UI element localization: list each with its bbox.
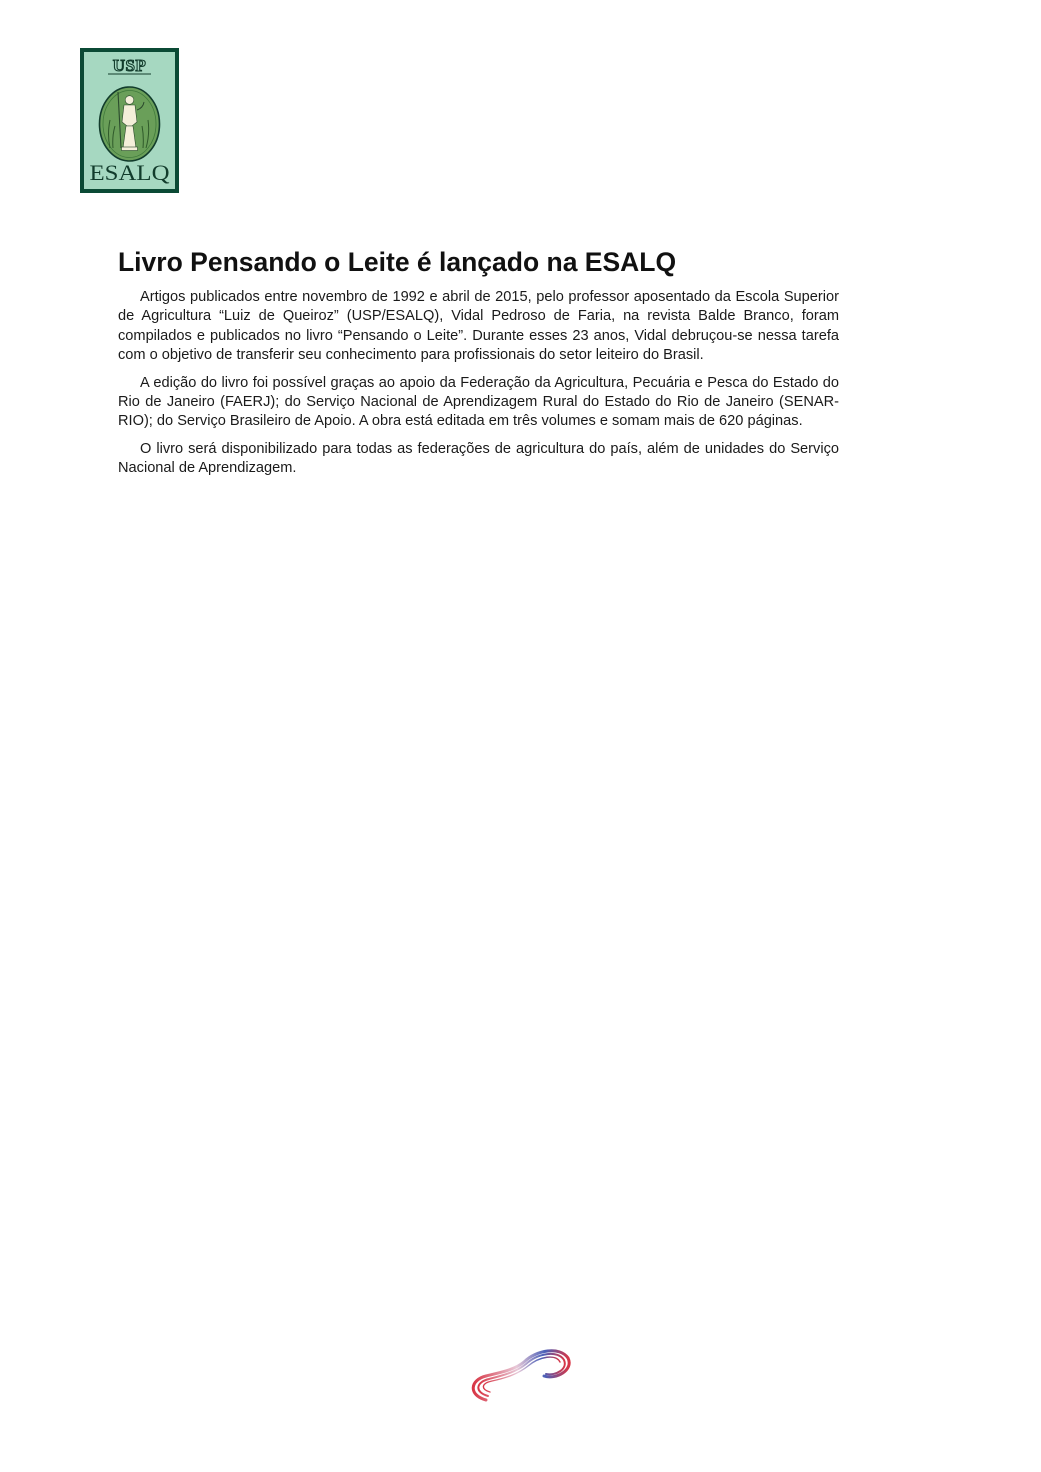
logo-usp-text: USP (112, 56, 147, 75)
article-paragraph: O livro será disponibilizado para todas as federações de agricultura do país, além de unidades do Serviço Nacional de Aprendizagem. (118, 440, 839, 477)
article (118, 245, 839, 487)
ribbon-swoosh-icon (464, 1340, 574, 1410)
esalq-logo (80, 48, 179, 193)
article-title: Livro Pensando o Leite é lançado na ESALQ (118, 247, 677, 277)
article-paragraph: Artigos publicados entre novembro de 1992 e abril de 2015, pelo professor aposentado da Escola Superior de Agricultura “Luiz de Queiroz” (USP/ESALQ), Vidal Pedroso de Faria, na revista Balde Branco, foram compilados e publicados no livro “Pensando o Leite”. Durante esses 23 anos, Vidal debruçou-se nessa tarefa com o objetivo de transferir seu conhecimento para profissionais do setor leiteiro do Brasil. (118, 289, 839, 364)
logo-esalq-text: ESALQ (89, 160, 170, 185)
article-paragraph: A edição do livro foi possível graças ao apoio da Federação da Agricultura, Pecuária e Pesca do Estado do Rio de Janeiro (FAERJ); do Serviço Nacional de Aprendizagem Rural do Estado do Rio de Janeiro (SENAR-RIO); do Serviço Brasileiro de Apoio. A obra está editada em três volumes e somam mais de 620 páginas. (118, 374, 839, 430)
